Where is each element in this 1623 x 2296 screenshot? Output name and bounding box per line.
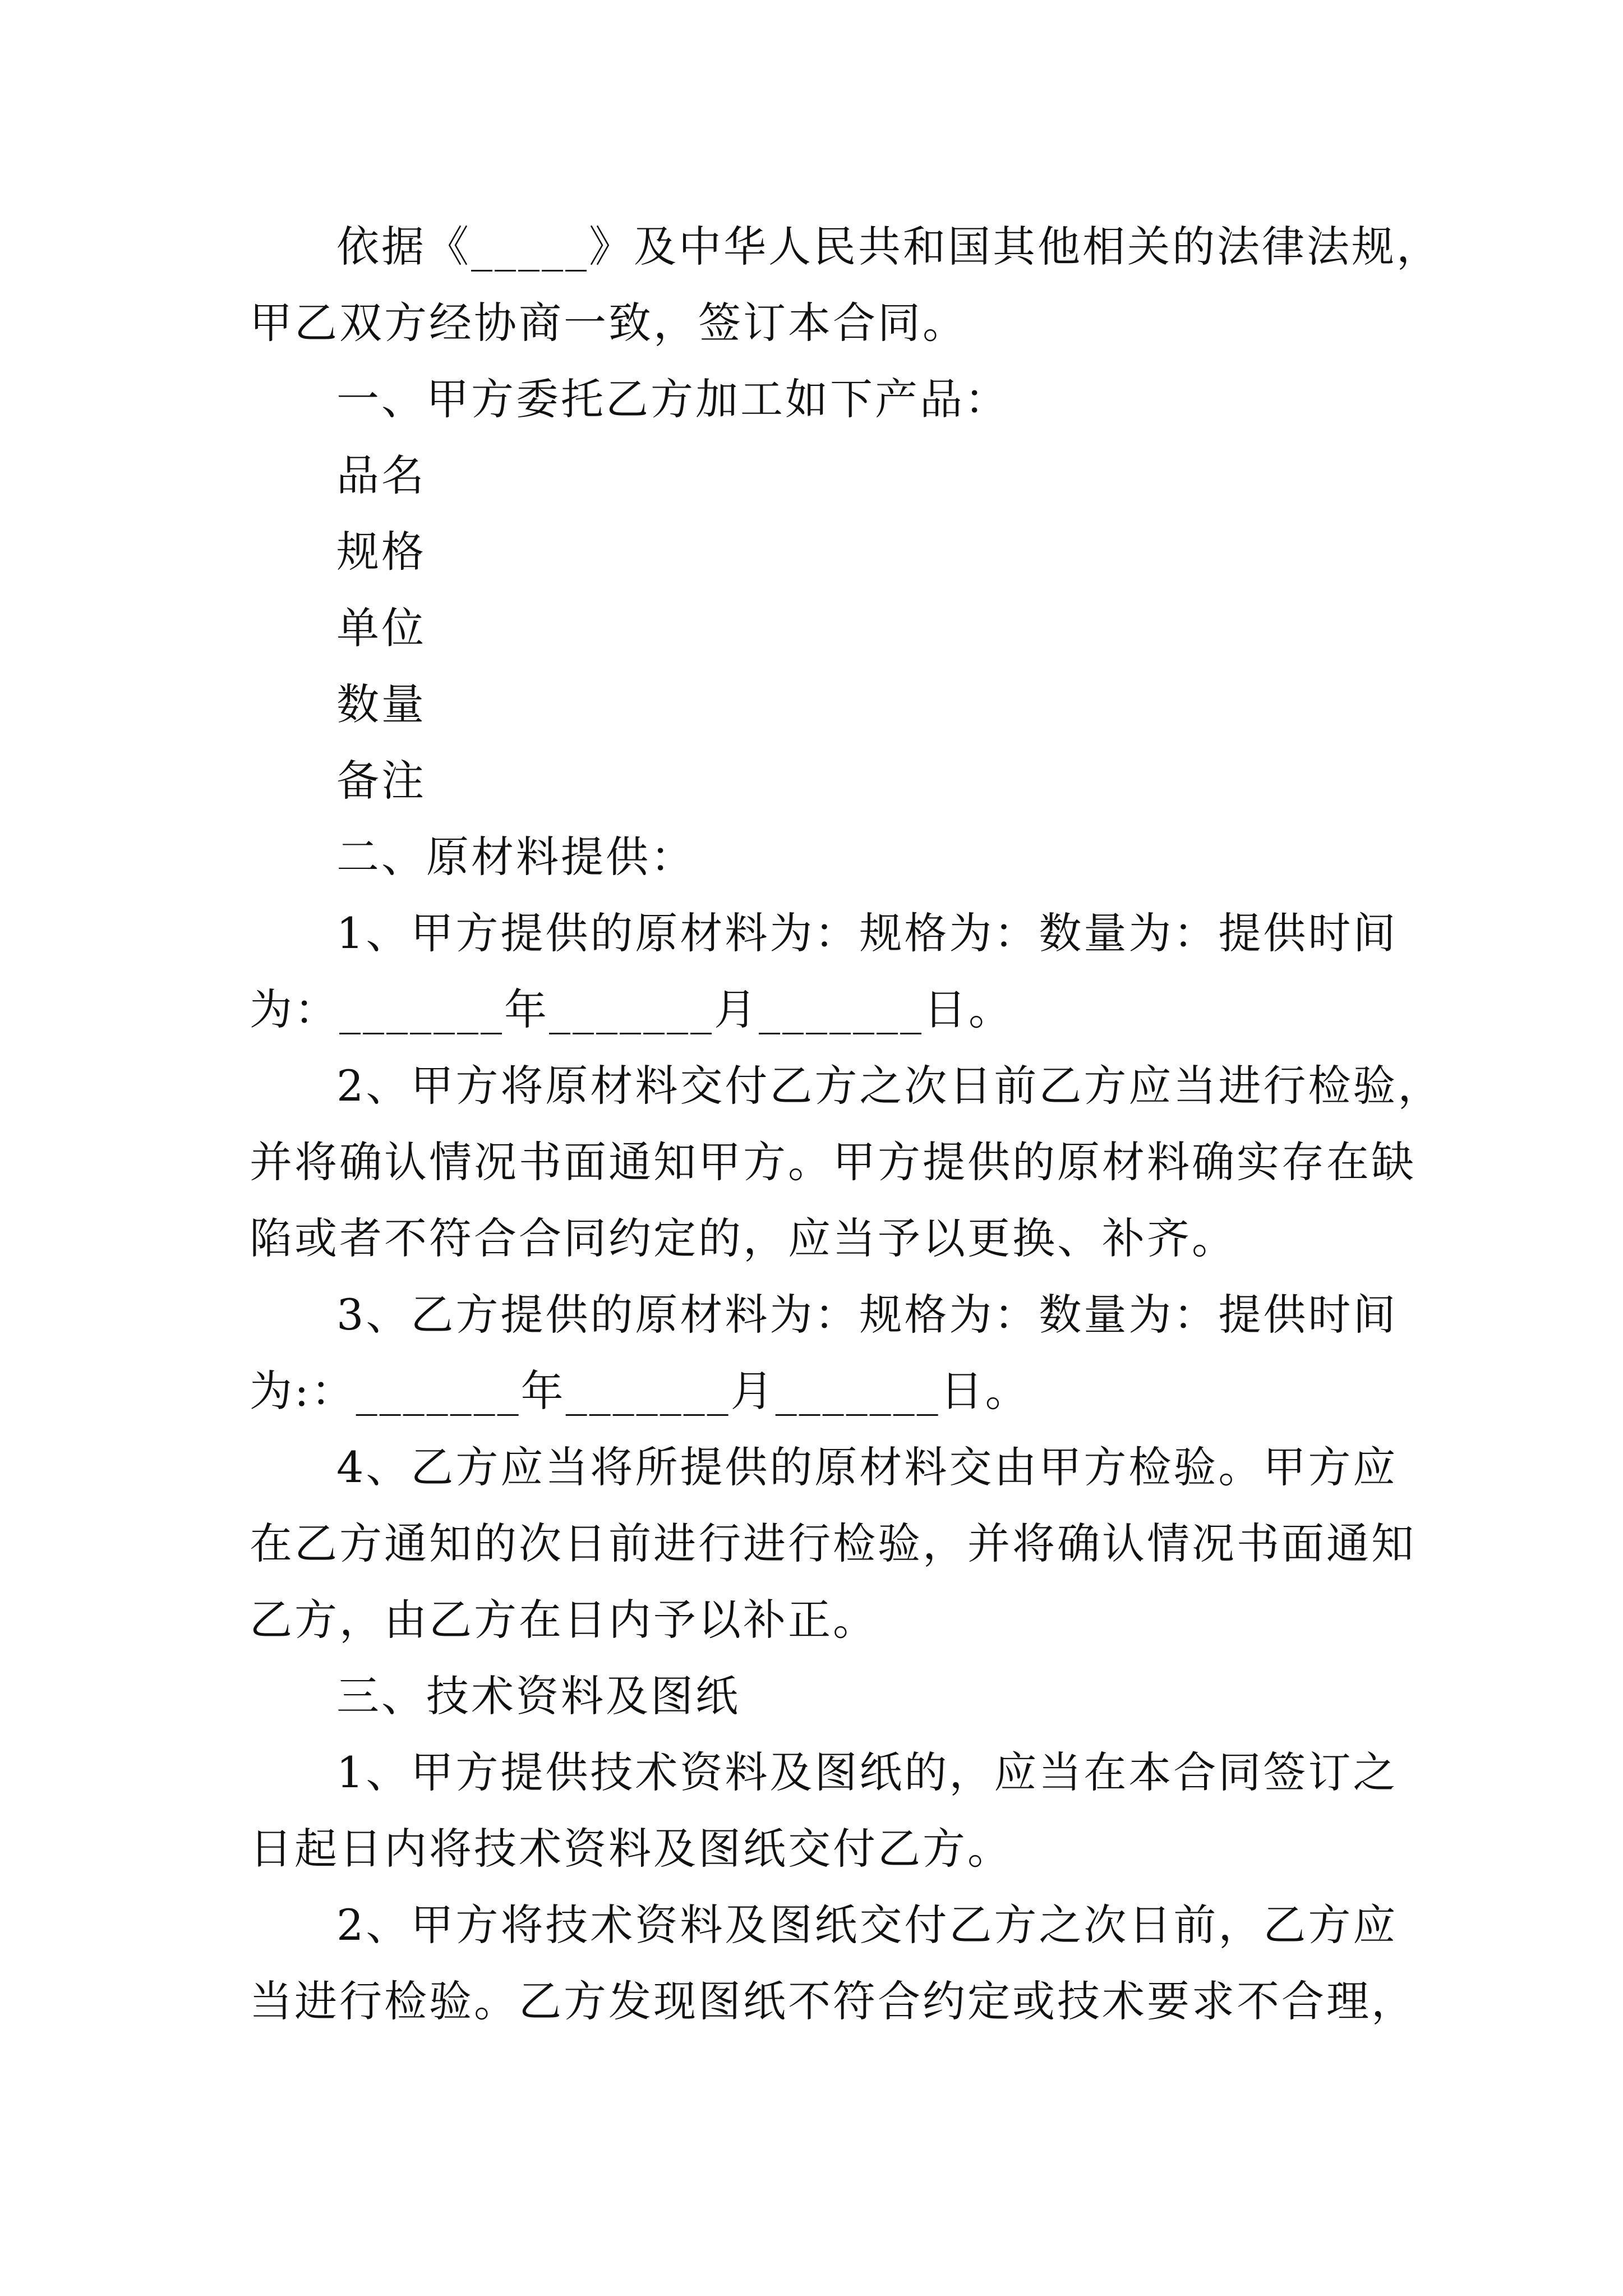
paragraph-line: 1、甲方提供的原材料为：规格为：数量为：提供时间: [336, 908, 1398, 958]
paragraph-line: 为:：_______年_______月_______日。: [250, 1366, 1030, 1416]
section-heading: 三、技术资料及图纸: [336, 1671, 740, 1721]
paragraph-line: 甲乙双方经协商一致，签订本合同。: [250, 298, 967, 348]
product-field-label: 规格: [336, 527, 426, 577]
paragraph-line: 依据《_____》及中华人民共和国其他相关的法律法规，: [336, 222, 1441, 272]
paragraph-line: 3、乙方提供的原材料为：规格为：数量为：提供时间: [336, 1290, 1398, 1340]
paragraph-line: 并将确认情况书面通知甲方。甲方提供的原材料确实存在缺: [250, 1137, 1416, 1187]
paragraph-line: 日起日内将技术资料及图纸交付乙方。: [250, 1824, 1012, 1874]
paragraph-line: 2、甲方将技术资料及图纸交付乙方之次日前，乙方应: [336, 1900, 1398, 1950]
product-field-label: 备注: [336, 756, 426, 806]
product-field-label: 单位: [336, 603, 426, 653]
paragraph-line: 2、甲方将原材料交付乙方之次日前乙方应当进行检验，: [336, 1061, 1443, 1111]
paragraph-line: 4、乙方应当将所提供的原材料交由甲方检验。甲方应: [336, 1442, 1398, 1492]
paragraph-line: 1、甲方提供技术资料及图纸的，应当在本合同签订之: [336, 1747, 1398, 1797]
paragraph-line: 当进行检验。乙方发现图纸不符合约定或技术要求不合理，: [250, 1976, 1416, 2026]
paragraph-line: 陷或者不符合合同约定的，应当予以更换、补齐。: [250, 1213, 1237, 1263]
paragraph-line: 为：_______年_______月_______日。: [250, 984, 1013, 1034]
product-field-label: 品名: [336, 450, 426, 500]
paragraph-line: 乙方，由乙方在日内予以补正。: [250, 1595, 878, 1645]
product-field-label: 数量: [336, 679, 426, 729]
paragraph-line: 在乙方通知的次日前进行进行检验，并将确认情况书面通知: [250, 1519, 1416, 1568]
section-heading: 二、原材料提供：: [336, 832, 695, 882]
section-heading: 一、甲方委托乙方加工如下产品：: [336, 374, 1009, 424]
